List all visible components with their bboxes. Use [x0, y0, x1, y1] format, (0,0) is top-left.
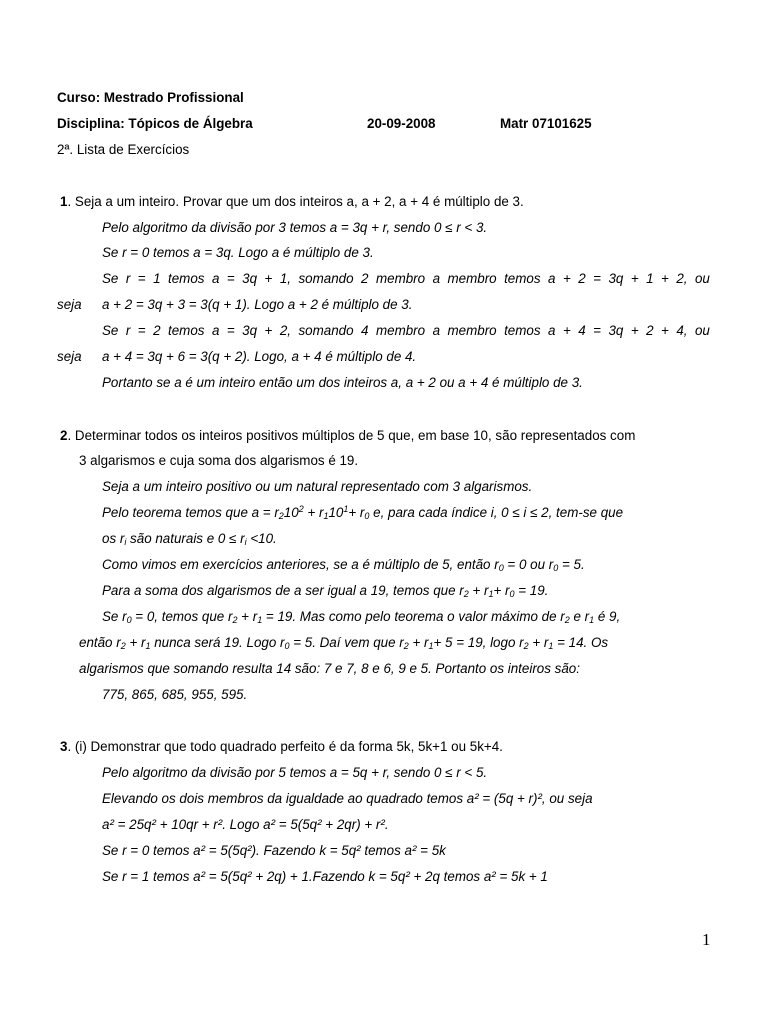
page-number: 1 [702, 930, 711, 949]
exercise-list-title: 2ª. Lista de Exercícios [57, 142, 190, 157]
seja-label: seja [57, 297, 82, 312]
exercise-3-line: Se r = 0 temos a² = 5(5q²). Fazendo k = 5q² temos a² = 5k [102, 843, 446, 858]
exercise-1-line: Se r = 2 temos a = 3q + 2, somando 4 membro a membro temos a + 4 = 3q + 2 + 4, ou [102, 323, 710, 338]
exercise-1-line: Se r = 0 temos a = 3q. Logo a é múltiplo de 3. [102, 245, 374, 260]
exercise-2-line: Pelo teorema temos que $a = r_210^2 + r_110^1+ r_0$ e, para cada índice i, 0 ≤ i ≤ 2, tem-se que [102, 504, 624, 521]
exercise-2-line: Seja a um inteiro positivo ou um natural representado com 3 algarismos. [102, 479, 533, 494]
exercise-2-line: Se $r_0 = 0$, temos que $r_2 + r_1 = 19$. Mas como pelo teorema o valor máximo de $r_2$ e $r_1$ é 9, [102, 609, 621, 625]
exercise-3-line: Se r = 1 temos a² = 5(5q² + 2q) + 1.Fazendo k = 5q² + 2q temos a² = 5k + 1 [102, 869, 548, 884]
exercise-2-line: algarismos que somando resulta 14 são: 7 e 7, 8 e 6, 9 e 5. Portanto os inteiros são: [79, 661, 580, 676]
exercise-3-statement: 3. (i) Demonstrar que todo quadrado perfeito é da forma 5k, 5k+1 ou 5k+4. [60, 739, 503, 754]
exercise-1-line: a + 4 = 3q + 6 = 3(q + 2). Logo, a + 4 é múltiplo de 4. [102, 349, 417, 364]
exercise-2-answer: 775, 865, 685, 955, 595. [102, 687, 248, 702]
exercise-1-statement: 1. Seja a um inteiro. Provar que um dos inteiros a, a + 2, a + 4 é múltiplo de 3. [60, 194, 524, 209]
discipline-title: Disciplina: Tópicos de Álgebra [57, 116, 253, 131]
exercise-2-line: Como vimos em exercícios anteriores, se a é múltiplo de 5, então $r_0 = 0$ ou $r_0 = 5$. [102, 557, 585, 573]
exercise-1-line: Portanto se a é um inteiro então um dos inteiros a, a + 2 ou a + 4 é múltiplo de 3. [102, 375, 583, 390]
exercise-3-line: Pelo algoritmo da divisão por 5 temos a = 5q + r, sendo 0 ≤ r < 5. [102, 765, 488, 780]
exercise-2-statement: 2. Determinar todos os inteiros positivos múltiplos de 5 que, em base 10, são representados com [60, 428, 636, 443]
exercise-2-line: então $r_2 + r_1$ nunca será 19. Logo $r_0 = 5$. Daí vem que $r_2 + r_1+ 5 = 19$, logo $r_2 + r_1 = 14$. Os [79, 635, 609, 651]
registration-number: Matr 07101625 [500, 116, 592, 131]
exercise-3-line: Elevando os dois membros da igualdade ao quadrado temos a² = (5q + r)², ou seja [102, 791, 593, 806]
exercise-2-line: os $r_i$ são naturais e $0 \le r_i <10$. [102, 531, 277, 547]
exercise-1-line: Pelo algoritmo da divisão por 3 temos a = 3q + r, sendo 0 ≤ r < 3. [102, 220, 488, 235]
course-title: Curso: Mestrado Profissional [57, 90, 244, 105]
exercise-2-line: Para a soma dos algarismos de a ser igual a 19, temos que $r_2 + r_1+ r_0 = 19$. [102, 583, 549, 599]
seja-label: seja [57, 349, 82, 364]
exercise-1-line: Se r = 1 temos a = 3q + 1, somando 2 membro a membro temos a + 2 = 3q + 1 + 2, ou [102, 271, 710, 286]
exercise-3-line: a² = 25q² + 10qr + r². Logo a² = 5(5q² + 2qr) + r². [102, 817, 389, 832]
exercise-2-statement: 3 algarismos e cuja soma dos algarismos é 19. [79, 453, 359, 468]
exercise-1-line: a + 2 = 3q + 3 = 3(q + 1). Logo a + 2 é múltiplo de 3. [102, 297, 413, 312]
date: 20-09-2008 [367, 116, 436, 131]
